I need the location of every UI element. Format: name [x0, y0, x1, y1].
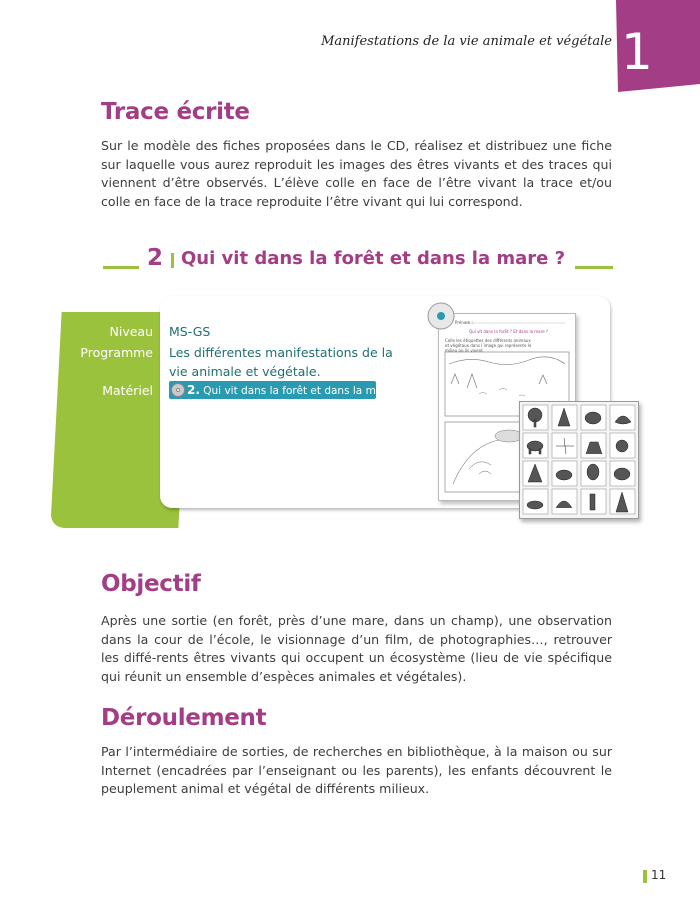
- programme-value: Les différentes manifestations de la vie animale et végétale.: [169, 345, 393, 379]
- picture-cards-grid: [520, 402, 638, 518]
- cd-material-link[interactable]: [169, 381, 402, 399]
- dash-right: [575, 266, 613, 269]
- section-heading-trace: Trace écrite: [101, 99, 250, 125]
- worksheet-prenom: Prénom :: [455, 320, 473, 325]
- chapter-number: 1: [621, 23, 653, 81]
- chapter-title: Manifestations de la vie animale et végétale: [321, 34, 612, 49]
- cd-icon: [171, 383, 185, 397]
- page-number: 11: [651, 868, 667, 882]
- activity-separator: [171, 253, 174, 268]
- niveau-value: MS-GS: [169, 324, 211, 339]
- activity-number: 2: [147, 245, 164, 271]
- trace-text: Sur le modèle des fiches proposées dans le CD, réalisez et distribuez une fiche sur laquelle vous aurez reproduit les images des êtres vivants et des traces qui viennent d’être observés. L’élève colle en face de l’être vivant la trace et/ou colle en face de la trace reproduite l’être vivant qui lui correspond.: [101, 138, 612, 209]
- cd-material-label: Qui vit dans la forêt et dans la mare ?: [203, 385, 402, 397]
- programme-label: Programme: [80, 345, 153, 360]
- niveau-label: Niveau: [109, 324, 153, 339]
- activity-title: Qui vit dans la forêt et dans la mare ?: [181, 248, 566, 269]
- picture-cards-thumbnail: [519, 401, 639, 519]
- cd-material-number: 2.: [187, 383, 200, 397]
- worksheet-instruction: Colle les étiquettes des différents animaux et végétaux dans l’image qui représente le milieu où ils vivent.: [445, 338, 532, 353]
- worksheet-title: Qui vit dans la forêt ? Et dans la mare ?: [469, 329, 549, 334]
- page-marker: [643, 870, 647, 883]
- materiel-label: Matériel: [102, 383, 153, 398]
- deroulement-text: Par l’intermédiaire de sorties, de recherches en bibliothèque, à la maison ou sur Internet (encadrées par l’enseignant ou les parents), les enfants découvrent le peuplement animal et végétal de différents milieux.: [101, 744, 612, 796]
- dash-left: [103, 266, 139, 269]
- section-heading-objectif: Objectif: [101, 571, 201, 597]
- activity-header: [103, 245, 613, 275]
- objectif-text: Après une sortie (en forêt, près d’une mare, dans un champ), une observation dans la cour de l’école, le visionnage d’un film, de photographies…, retrouver les diffé-rents êtres vivants qui occupent un écosystème (lieu de vie spécifique qui réunit un ensemble d’espèces animales et végétales).: [101, 613, 612, 684]
- section-heading-deroulement: Déroulement: [101, 705, 267, 731]
